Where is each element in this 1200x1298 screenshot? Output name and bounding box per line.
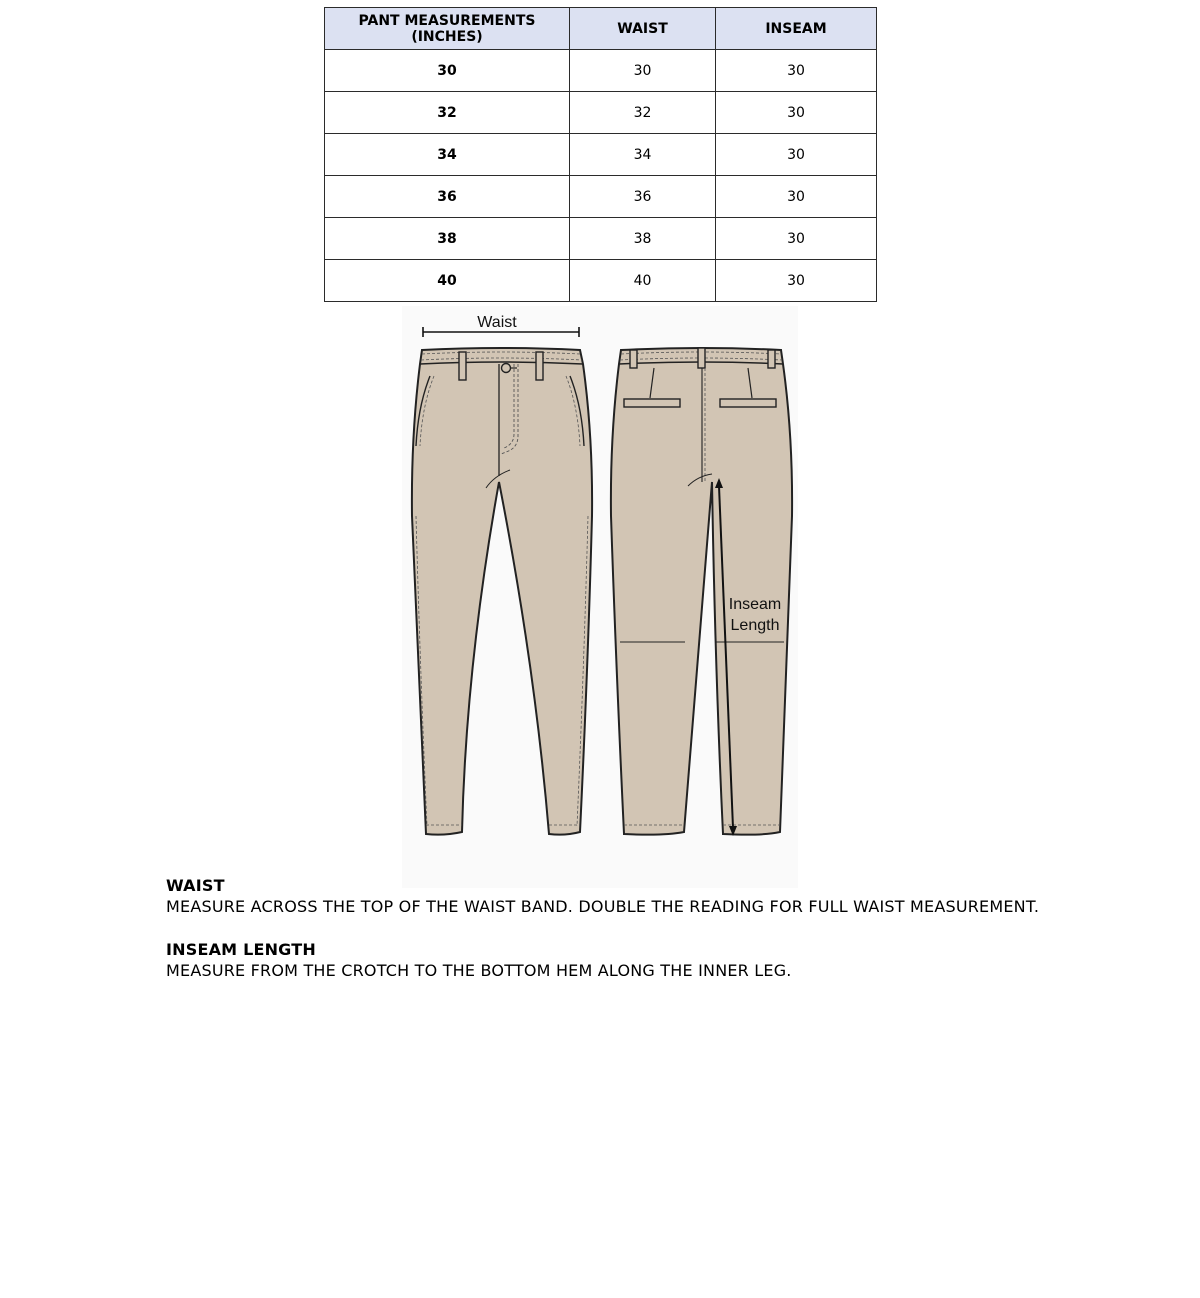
inseam-label-line2: Length [730, 617, 780, 634]
measurement-instructions [166, 876, 1166, 1004]
inseam-cell: 30 [716, 134, 877, 176]
inseam-instruction [166, 940, 1166, 982]
pant-measurement-diagram [402, 306, 798, 888]
size-cell: 36 [325, 176, 570, 218]
header-inseam: INSEAM [716, 8, 877, 50]
table-row [325, 92, 877, 134]
instruction-title: WAIST [166, 876, 225, 895]
waist-cell: 40 [570, 260, 716, 302]
header-waist: WAIST [570, 8, 716, 50]
table-row [325, 218, 877, 260]
button-icon [502, 364, 511, 373]
table-header-row [325, 8, 877, 50]
instruction-text: MEASURE FROM THE CROTCH TO THE BOTTOM HEM ALONG THE INNER LEG. [166, 961, 792, 980]
inseam-cell: 30 [716, 50, 877, 92]
waist-cell: 34 [570, 134, 716, 176]
inseam-cell: 30 [716, 218, 877, 260]
table-row [325, 134, 877, 176]
table-row [325, 260, 877, 302]
waist-cell: 30 [570, 50, 716, 92]
inseam-label-line1: Inseam [728, 596, 782, 613]
inseam-cell: 30 [716, 176, 877, 218]
inseam-cell: 30 [716, 92, 877, 134]
waist-cell: 36 [570, 176, 716, 218]
waist-cell: 32 [570, 92, 716, 134]
header-pant-measurements: PANT MEASUREMENTS (INCHES) [325, 8, 570, 50]
inseam-cell: 30 [716, 260, 877, 302]
size-cell: 34 [325, 134, 570, 176]
table-row [325, 50, 877, 92]
size-chart-table [324, 7, 877, 302]
table-row [325, 176, 877, 218]
size-cell: 30 [325, 50, 570, 92]
waist-label: Waist [477, 314, 517, 331]
size-cell: 32 [325, 92, 570, 134]
waist-instruction [166, 876, 1166, 918]
size-cell: 40 [325, 260, 570, 302]
waist-cell: 38 [570, 218, 716, 260]
size-cell: 38 [325, 218, 570, 260]
instruction-title: INSEAM LENGTH [166, 940, 316, 959]
instruction-text: MEASURE ACROSS THE TOP OF THE WAIST BAND. DOUBLE THE READING FOR FULL WAIST MEASUREMENT. [166, 897, 1040, 916]
